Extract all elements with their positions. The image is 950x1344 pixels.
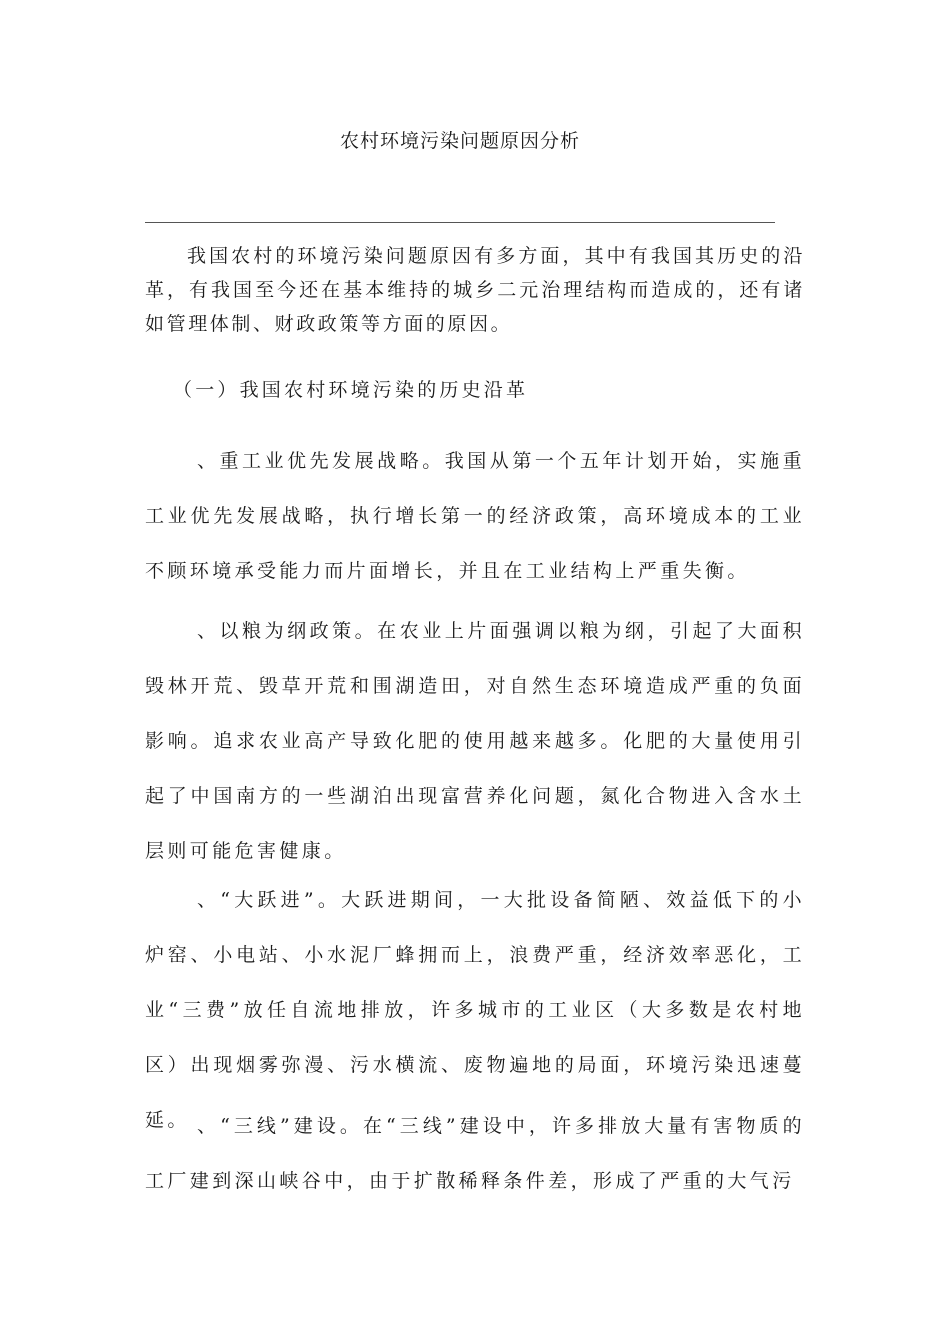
list-item-third-front: 、“三线”建设。在“三线”建设中，许多排放大量有害物质的工厂建到深山峡谷中，由于扩散稀释条件差，形成了严重的大气污 [145, 1115, 805, 1192]
list-item-heavy-industry: 、重工业优先发展战略。我国从第一个五年计划开始，实施重工业优先发展战略，执行增长第一的经济政策，高环境成本的工业不顾环境承受能力而片面增长，并且在工业结构上严重失衡。 [145, 450, 805, 582]
list-item-grain-policy: 、以粮为纲政策。在农业上片面强调以粮为纲，引起了大面积毁林开荒、毁草开荒和围湖造田，对自然生态环境造成严重的负面影响。追求农业高产导致化肥的使用越来越多。化肥的大量使用引起了中国南方的一些湖泊出现富营养化问题，氮化合物进入含水土层则可能危害健康。 [145, 620, 805, 862]
section-heading: （一）我国农村环境污染的历史沿革 [173, 379, 529, 401]
document-title: 农村环境污染问题原因分析 [339, 130, 580, 152]
list-item-great-leap: 、“大跃进”。大跃进期间，一大批设备简陋、效益低下的小炉窑、小电站、小水泥厂蜂拥而上，浪费严重，经济效率恶化，工业“三费”放任自流地排放，许多城市的工业区（大多数是农村地区）出现烟雾弥漫、污水横流、废物遍地的局面，环境污染迅速蔓延。 [145, 889, 805, 1131]
title-divider [145, 222, 775, 223]
intro-paragraph: 我国农村的环境污染问题原因有多方面，其中有我国其历史的沿革，有我国至今还在基本维持的城乡二元治理结构而造成的，还有诸如管理体制、财政政策等方面的原因。 [145, 245, 805, 335]
